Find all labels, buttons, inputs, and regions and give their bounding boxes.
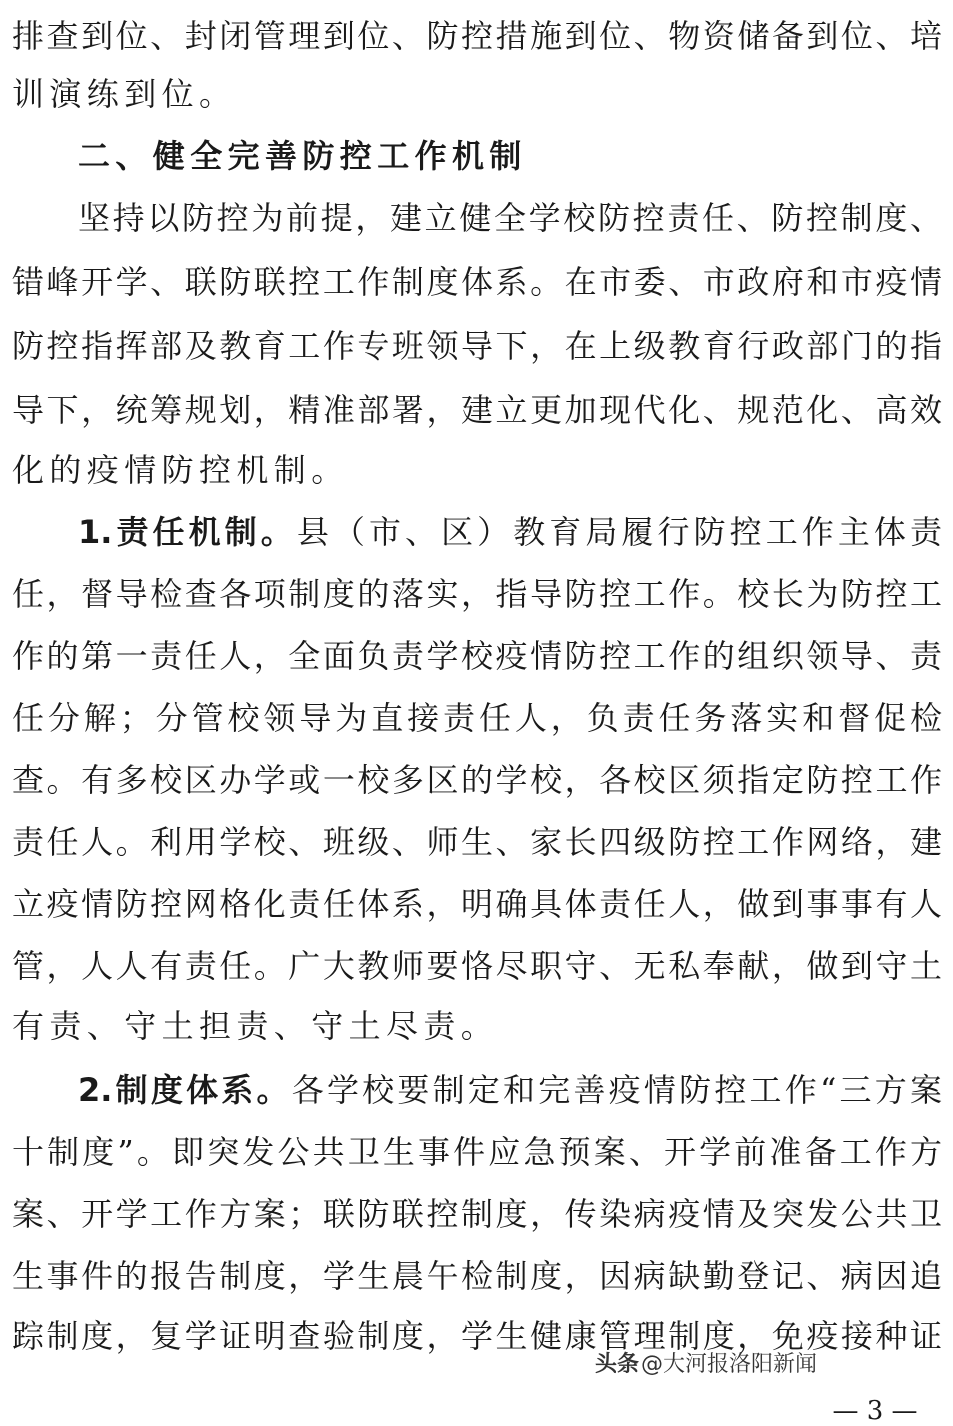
text-line: 坚持以防控为前提，建立健全学校防控责任、防控制度、	[78, 199, 942, 237]
item-1-text: 县（市、区）教育局履行防控工作主体责	[296, 513, 942, 551]
text-line: 管，人人有责任。广大教师要恪尽职守、无私奉献，做到守土	[12, 947, 942, 985]
text-line: 任，督导检查各项制度的落实，指导防控工作。校长为防控工	[12, 575, 942, 613]
source-watermark	[595, 1350, 817, 1380]
text-line: 查。有多校区办学或一校多区的学校，各校区须指定防控工作	[12, 761, 942, 799]
item-2-first-line	[78, 1062, 942, 1118]
text-line: 踪制度，复学证明查验制度，学生健康管理制度，免疫接种证	[12, 1317, 942, 1355]
text-line: 生事件的报告制度，学生晨午检制度，因病缺勤登记、病因追	[12, 1257, 942, 1295]
text-line: 排查到位、封闭管理到位、防控措施到位、物资储备到位、培	[12, 17, 942, 55]
watermark-text: @大河报洛阳新闻	[641, 1352, 818, 1377]
text-line: 训演练到位。	[12, 75, 237, 113]
text-line: 十制度”。即突发公共卫生事件应急预案、开学前准备工作方	[12, 1133, 942, 1171]
text-line: 错峰开学、联防联控工作制度体系。在市委、市政府和市疫情	[12, 263, 942, 301]
item-2-text: 各学校要制定和完善疫情防控工作“三方案	[291, 1071, 942, 1109]
text-line: 化的疫情防控机制。	[12, 451, 349, 489]
item-2-title: 2.制度体系。	[78, 1071, 292, 1109]
text-line: 作的第一责任人，全面负责学校疫情防控工作的组织领导、责	[12, 637, 942, 675]
section-heading: 二、健全完善防控工作机制	[78, 137, 527, 175]
text-line: 责任人。利用学校、班级、师生、家长四级防控工作网络，建	[12, 823, 942, 861]
page-number: — 3 —	[832, 1396, 918, 1426]
text-line: 有责、守土担责、守土尽责。	[12, 1007, 499, 1045]
toutiao-logo: 头条	[595, 1352, 640, 1377]
text-line: 案、开学工作方案；联防联控制度，传染病疫情及突发公共卫	[12, 1195, 942, 1233]
text-line: 导下，统筹规划，精准部署，建立更加现代化、规范化、高效	[12, 391, 942, 429]
text-line: 任分解；分管校领导为直接责任人，负责任务落实和督促检	[12, 699, 942, 737]
item-1-title: 1.责任机制。	[78, 513, 297, 551]
text-line: 防控指挥部及教育工作专班领导下，在上级教育行政部门的指	[12, 327, 942, 365]
text-line: 立疫情防控网格化责任体系，明确具体责任人，做到事事有人	[12, 885, 942, 923]
item-1-first-line	[78, 504, 942, 560]
